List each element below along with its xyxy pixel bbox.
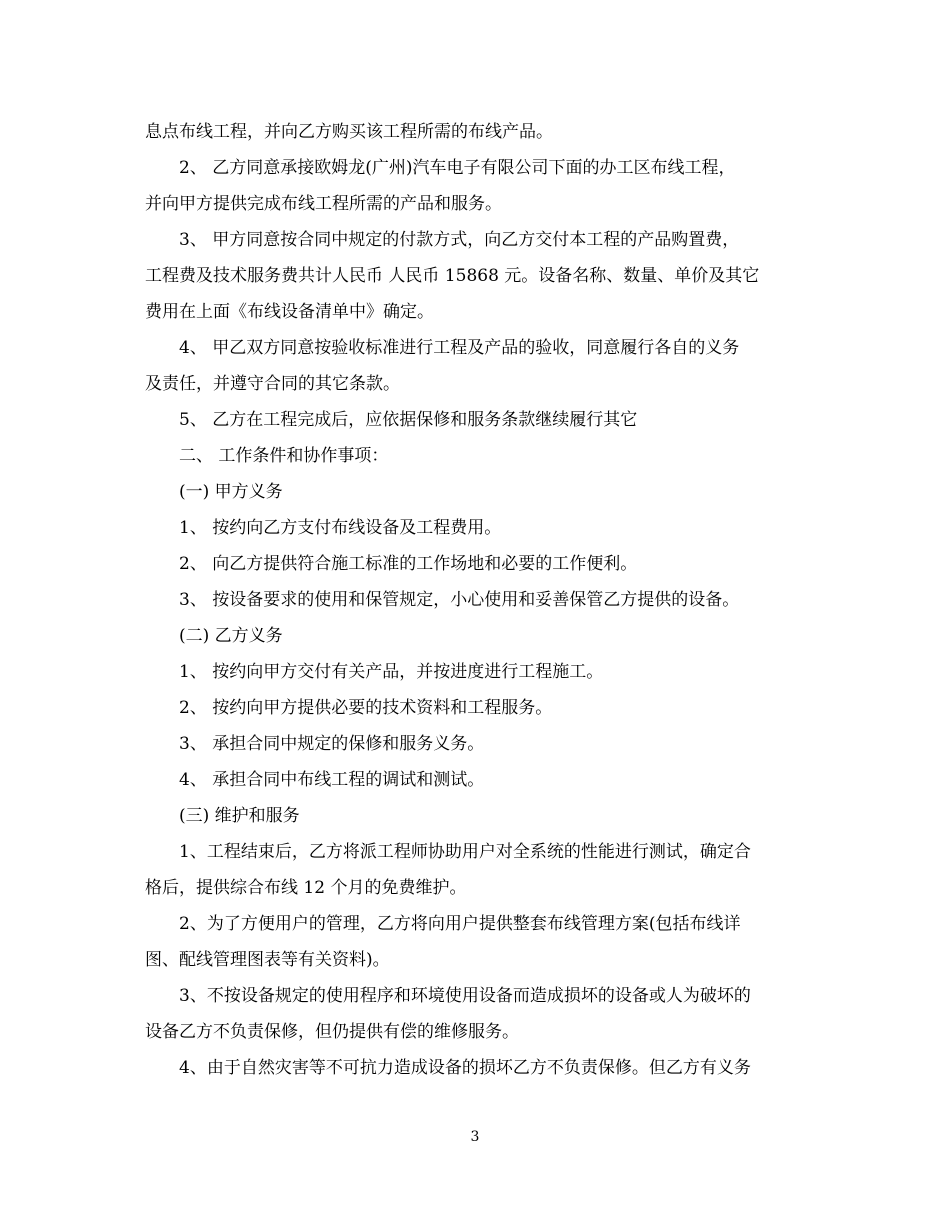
text-line: 4、 承担合同中布线工程的调试和测试。 bbox=[179, 770, 485, 790]
list-item bbox=[145, 978, 820, 1050]
list-item bbox=[145, 726, 820, 762]
text-line: 息点布线工程，并向乙方购买该工程所需的布线产品。 bbox=[145, 122, 553, 142]
paragraph bbox=[145, 150, 820, 222]
text-line: 2、 按约向甲方提供必要的技术资料和工程服务。 bbox=[179, 698, 553, 718]
list-item bbox=[145, 762, 820, 798]
list-item bbox=[145, 510, 820, 546]
list-item bbox=[145, 546, 820, 582]
text-line: (二) 乙方义务 bbox=[179, 626, 283, 646]
text-line: 图、配线管理图表等有关资料)。 bbox=[145, 950, 390, 970]
text-line: 及责任，并遵守合同的其它条款。 bbox=[145, 374, 400, 394]
text-line: 1、 按约向乙方支付布线设备及工程费用。 bbox=[179, 518, 502, 538]
text-line: 5、 乙方在工程完成后，应依据保修和服务条款继续履行其它 bbox=[179, 410, 638, 430]
list-item bbox=[145, 834, 820, 906]
text-line: 2、为了方便用户的管理，乙方将向用户提供整套布线管理方案(包括布线详 bbox=[179, 914, 741, 934]
document-body bbox=[145, 114, 820, 1086]
text-line: 并向甲方提供完成布线工程所需的产品和服务。 bbox=[145, 194, 502, 214]
text-line: 格后，提供综合布线 12 个月的免费维护。 bbox=[145, 878, 467, 898]
paragraph bbox=[145, 402, 820, 438]
list-item bbox=[145, 582, 820, 618]
subsection-heading bbox=[145, 618, 820, 654]
text-line: 3、 按设备要求的使用和保管规定，小心使用和妥善保管乙方提供的设备。 bbox=[179, 590, 740, 610]
text-line: 4、由于自然灾害等不可抗力造成设备的损坏乙方不负责保修。但乙方有义务 bbox=[179, 1058, 751, 1078]
text-line: 2、 向乙方提供符合施工标准的工作场地和必要的工作便利。 bbox=[179, 554, 638, 574]
text-line: 1、工程结束后，乙方将派工程师协助用户对全系统的性能进行测试，确定合 bbox=[179, 842, 751, 862]
text-line: (一) 甲方义务 bbox=[179, 482, 283, 502]
text-line: 3、 甲方同意按合同中规定的付款方式，向乙方交付本工程的产品购置费， bbox=[179, 230, 740, 250]
text-line: 工程费及技术服务费共计人民币 人民币 15868 元。设备名称、数量、单价及其它 bbox=[145, 266, 760, 286]
text-line: 4、 甲乙双方同意按验收标准进行工程及产品的验收，同意履行各自的义务 bbox=[179, 338, 740, 358]
text-line: 设备乙方不负责保修，但仍提供有偿的维修服务。 bbox=[145, 1022, 519, 1042]
list-item bbox=[145, 1050, 820, 1086]
text-line: 2、 乙方同意承接欧姆龙(广州)汽车电子有限公司下面的办工区布线工程， bbox=[179, 158, 736, 178]
text-line: 二、 工作条件和协作事项： bbox=[179, 446, 389, 466]
list-item bbox=[145, 906, 820, 978]
list-item bbox=[145, 654, 820, 690]
paragraph bbox=[145, 114, 820, 150]
text-line: (三) 维护和服务 bbox=[179, 806, 300, 826]
section-heading bbox=[145, 438, 820, 474]
page-number: 3 bbox=[470, 1129, 480, 1145]
subsection-heading bbox=[145, 474, 820, 510]
paragraph bbox=[145, 222, 820, 330]
paragraph bbox=[145, 330, 820, 402]
subsection-heading bbox=[145, 798, 820, 834]
text-line: 3、 承担合同中规定的保修和服务义务。 bbox=[179, 734, 485, 754]
list-item bbox=[145, 690, 820, 726]
text-line: 1、 按约向甲方交付有关产品，并按进度进行工程施工。 bbox=[179, 662, 604, 682]
text-line: 3、不按设备规定的使用程序和环境使用设备而造成损坏的设备或人为破坏的 bbox=[179, 986, 751, 1006]
text-line: 费用在上面《布线设备清单中》确定。 bbox=[145, 302, 434, 322]
